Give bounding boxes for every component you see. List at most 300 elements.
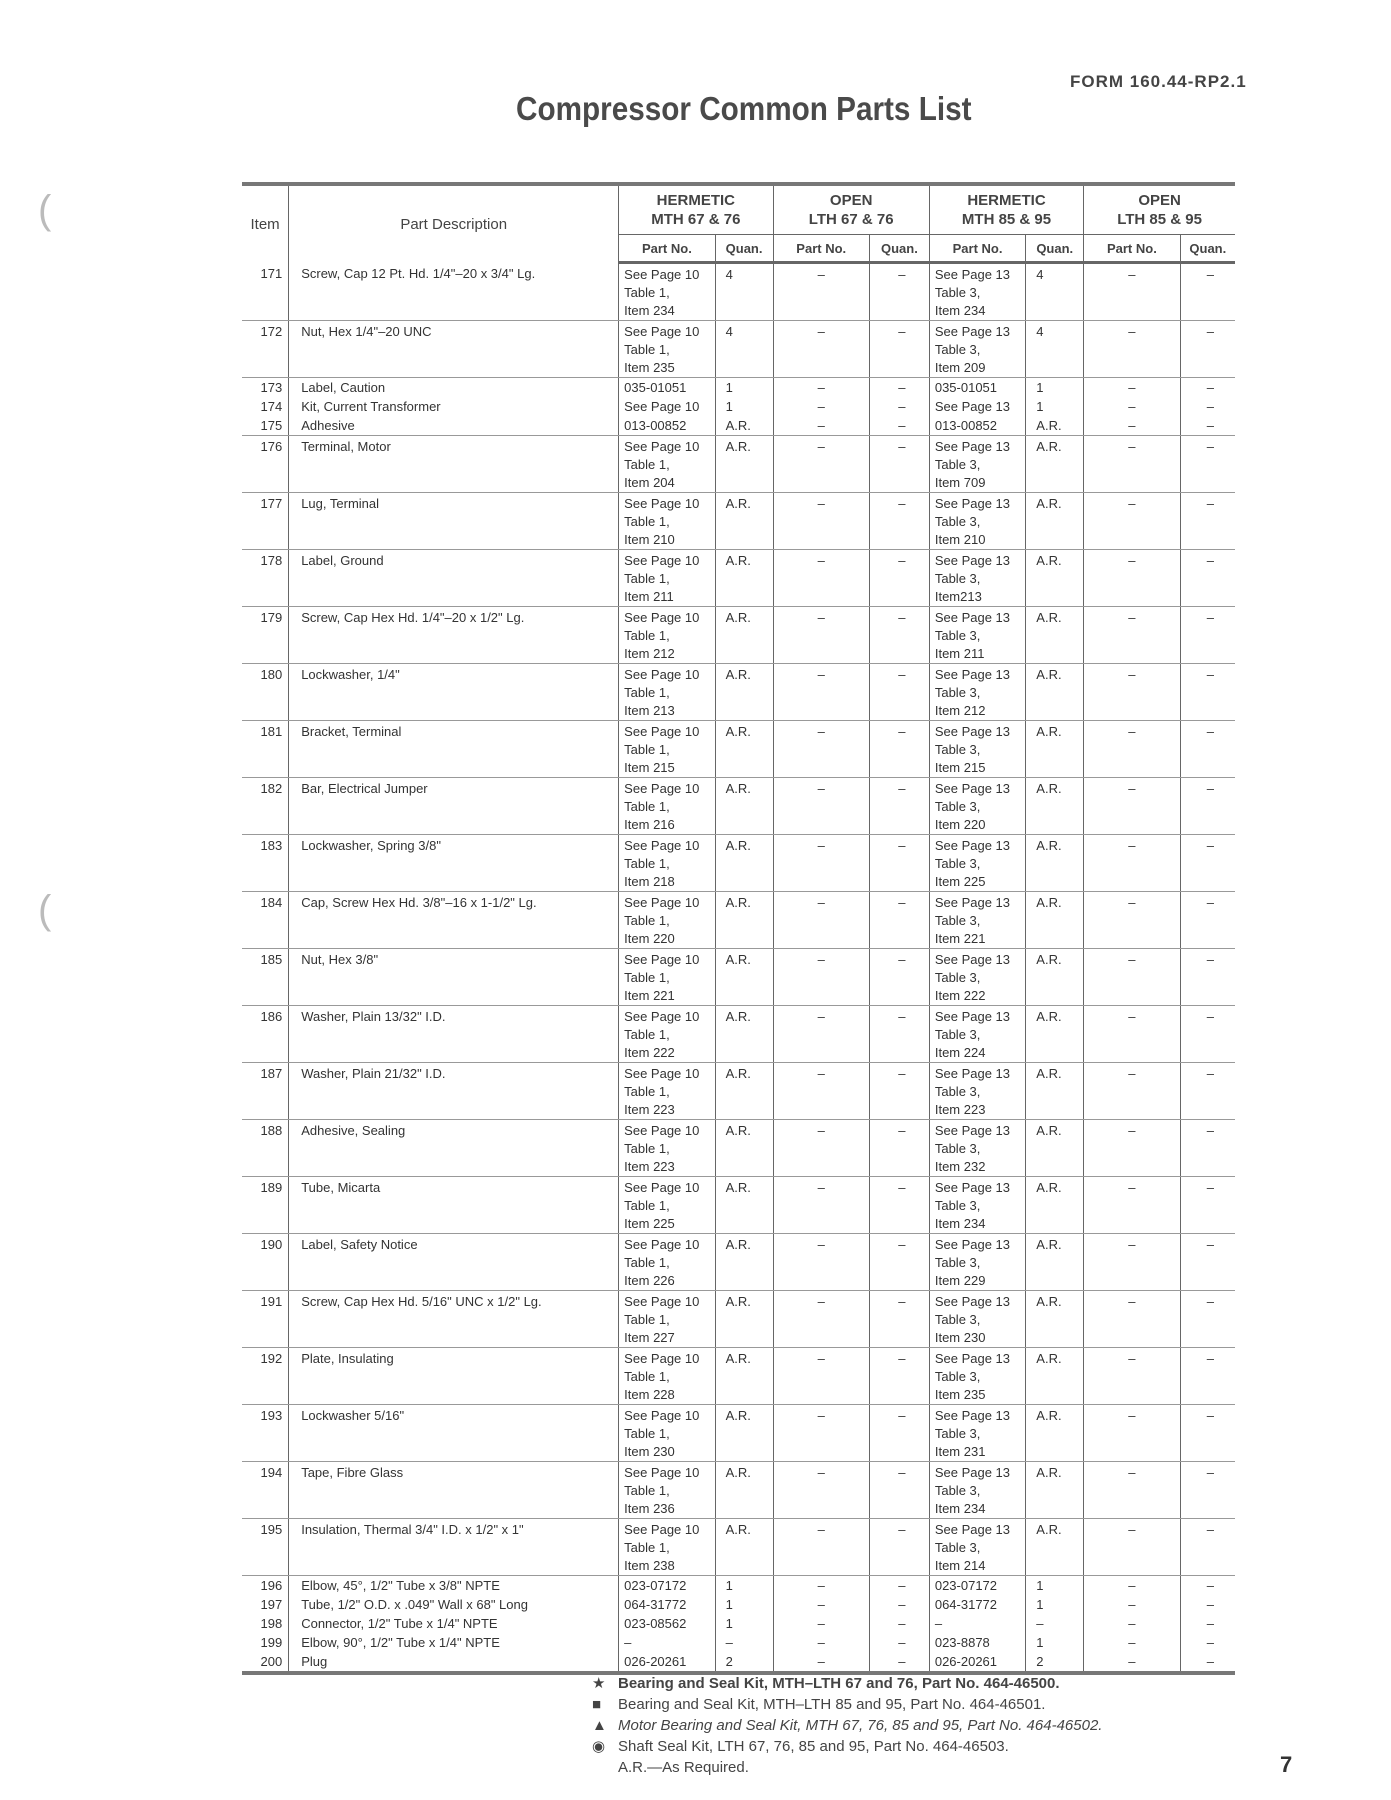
quantity: –: [869, 1291, 929, 1348]
part-number: –: [773, 1462, 869, 1519]
quantity: –: [869, 664, 929, 721]
quantity: –: [1180, 493, 1235, 550]
quantity: 1: [1026, 397, 1084, 416]
item-number: 178: [242, 550, 289, 607]
quantity: A.R.: [715, 1348, 773, 1405]
footnote-text: Motor Bearing and Seal Kit, MTH 67, 76, 85 and 95, Part No. 464-46502.: [618, 1717, 1103, 1734]
quantity: 1: [1026, 1576, 1084, 1596]
item-number: 182: [242, 778, 289, 835]
quantity: –: [869, 1063, 929, 1120]
table-row: [242, 1006, 1235, 1063]
quantity: A.R.: [715, 1006, 773, 1063]
item-number: 200: [242, 1652, 289, 1673]
quantity: A.R.: [715, 436, 773, 493]
quantity: A.R.: [1026, 416, 1084, 436]
item-number: 180: [242, 664, 289, 721]
table-row: [242, 1063, 1235, 1120]
quantity: –: [1180, 263, 1235, 321]
quantity: A.R.: [1026, 949, 1084, 1006]
table-row: [242, 416, 1235, 436]
table-row: [242, 321, 1235, 378]
part-number: See Page 10 Table 1, Item 223: [619, 1063, 715, 1120]
part-number: –: [773, 1519, 869, 1576]
part-description: Elbow, 45°, 1/2" Tube x 3/8" NPTE: [289, 1576, 619, 1596]
quantity: A.R.: [715, 664, 773, 721]
part-number: –: [1084, 493, 1180, 550]
quantity: A.R.: [715, 1234, 773, 1291]
quantity: A.R.: [1026, 493, 1084, 550]
circle-dot-icon: ◉: [592, 1738, 606, 1755]
quan-header: Quan.: [715, 235, 773, 263]
page-number: 7: [1280, 1752, 1293, 1777]
part-number: See Page 13 Table 3, Item 209: [929, 321, 1025, 378]
footnotes: [592, 1673, 1102, 1778]
part-number: –: [773, 550, 869, 607]
part-number: –: [773, 263, 869, 321]
quantity: –: [1180, 1234, 1235, 1291]
table-row: [242, 436, 1235, 493]
quantity: –: [1180, 1348, 1235, 1405]
part-number: See Page 13 Table 3, Item 234: [929, 263, 1025, 321]
quantity: –: [1180, 1291, 1235, 1348]
part-description: Washer, Plain 13/32" I.D.: [289, 1006, 619, 1063]
part-description: Terminal, Motor: [289, 436, 619, 493]
item-number: 177: [242, 493, 289, 550]
form-number: FORM 160.44-RP2.1: [1070, 72, 1247, 91]
item-number: 184: [242, 892, 289, 949]
item-number: 195: [242, 1519, 289, 1576]
table-row: [242, 892, 1235, 949]
item-number: 191: [242, 1291, 289, 1348]
footnote-text: Bearing and Seal Kit, MTH–LTH 67 and 76, Part No. 464-46500.: [618, 1675, 1060, 1692]
group-header: OPEN LTH 85 & 95: [1084, 184, 1235, 235]
quantity: A.R.: [1026, 721, 1084, 778]
quantity: A.R.: [715, 1120, 773, 1177]
quantity: –: [1180, 1462, 1235, 1519]
part-number: –: [773, 1348, 869, 1405]
part-number: –: [773, 1614, 869, 1633]
part-number: –: [1084, 664, 1180, 721]
part-description: Plate, Insulating: [289, 1348, 619, 1405]
part-number: –: [1084, 835, 1180, 892]
quantity: –: [869, 835, 929, 892]
part-number: See Page 10 Table 1, Item 221: [619, 949, 715, 1006]
quan-header: Quan.: [1180, 235, 1235, 263]
binder-hole-mark: (: [38, 888, 52, 932]
quantity: 4: [715, 263, 773, 321]
page-title: Compressor Common Parts List: [516, 90, 972, 127]
part-number: See Page 10 Table 1, Item 220: [619, 892, 715, 949]
quantity: –: [1180, 397, 1235, 416]
triangle-icon: ▲: [592, 1717, 607, 1734]
part-description: Elbow, 90°, 1/2" Tube x 1/4" NPTE: [289, 1633, 619, 1652]
quantity: 1: [1026, 1595, 1084, 1614]
part-number: 013-00852: [929, 416, 1025, 436]
part-number: –: [1084, 1633, 1180, 1652]
quantity: A.R.: [1026, 436, 1084, 493]
item-number: 179: [242, 607, 289, 664]
quantity: A.R.: [1026, 1291, 1084, 1348]
quantity: –: [715, 1633, 773, 1652]
quantity: –: [1180, 1177, 1235, 1234]
quantity: A.R.: [715, 607, 773, 664]
part-number: –: [773, 1063, 869, 1120]
quantity: –: [869, 1234, 929, 1291]
part-number: –: [1084, 1063, 1180, 1120]
item-number: 199: [260, 1635, 283, 1650]
parts-table: [242, 182, 1235, 1675]
part-no-header: Part No.: [619, 235, 715, 263]
part-number: –: [1084, 607, 1180, 664]
quantity: –: [1180, 607, 1235, 664]
part-number: See Page 13 Table 3, Item 212: [929, 664, 1025, 721]
quantity: –: [1180, 1576, 1235, 1596]
part-description: Lockwasher 5/16": [289, 1405, 619, 1462]
quantity: A.R.: [715, 1405, 773, 1462]
part-number: –: [1084, 949, 1180, 1006]
quantity: 1: [715, 397, 773, 416]
item-number: 171: [242, 263, 289, 321]
part-number: See Page 13 Table 3, Item 214: [929, 1519, 1025, 1576]
item-number: 194: [242, 1462, 289, 1519]
part-number: See Page 10 Table 1, Item 218: [619, 835, 715, 892]
part-description: Connector, 1/2" Tube x 1/4" NPTE: [289, 1614, 619, 1633]
part-number: See Page 13 Table 3, Item 210: [929, 493, 1025, 550]
part-description: Tube, Micarta: [289, 1177, 619, 1234]
table-row: [242, 1348, 1235, 1405]
part-number: –: [1084, 397, 1180, 416]
part-number: See Page 13 Table 3, Item 220: [929, 778, 1025, 835]
quantity: A.R.: [1026, 607, 1084, 664]
part-number: –: [1084, 378, 1180, 398]
part-number: –: [1084, 1652, 1180, 1673]
binder-hole-mark: (: [38, 188, 52, 232]
item-number: 189: [242, 1177, 289, 1234]
item-number: 188: [242, 1120, 289, 1177]
part-description: Nut, Hex 1/4"–20 UNC: [289, 321, 619, 378]
table-row: [242, 1576, 1235, 1596]
part-number: –: [773, 1576, 869, 1596]
part-number: –: [773, 493, 869, 550]
quantity: –: [869, 1405, 929, 1462]
part-description: Nut, Hex 3/8": [289, 949, 619, 1006]
part-number: 023-07172: [929, 1576, 1025, 1596]
quantity: –: [869, 1576, 929, 1596]
quantity: A.R.: [715, 949, 773, 1006]
part-no-header: Part No.: [1084, 235, 1180, 263]
quantity: –: [869, 493, 929, 550]
part-number: 035-01051: [619, 378, 715, 398]
quantity: –: [869, 1177, 929, 1234]
quantity: –: [1180, 1633, 1235, 1652]
item-number: 176: [242, 436, 289, 493]
part-number: See Page 13 Table 3, Item 222: [929, 949, 1025, 1006]
quantity: –: [1180, 835, 1235, 892]
part-number: –: [1084, 1234, 1180, 1291]
quantity: A.R.: [1026, 1006, 1084, 1063]
quantity: –: [869, 1120, 929, 1177]
part-number: See Page 10 Table 1, Item 212: [619, 607, 715, 664]
quantity: A.R.: [1026, 1462, 1084, 1519]
table-row: [242, 1652, 1235, 1673]
part-number: –: [1084, 1519, 1180, 1576]
part-number: See Page 10 Table 1, Item 226: [619, 1234, 715, 1291]
table-row: [242, 378, 1235, 398]
quantity: –: [869, 1519, 929, 1576]
part-number: See Page 13 Table 3, Item 230: [929, 1291, 1025, 1348]
part-number: –: [773, 1405, 869, 1462]
footnote: [592, 1736, 1102, 1757]
part-number: See Page 10 Table 1, Item 204: [619, 436, 715, 493]
part-number: –: [773, 607, 869, 664]
part-number: 035-01051: [929, 378, 1025, 398]
quantity: A.R.: [1026, 1177, 1084, 1234]
quantity: –: [869, 263, 929, 321]
table-row: [242, 397, 1235, 416]
part-number: –: [773, 416, 869, 436]
part-description: Tape, Fibre Glass: [289, 1462, 619, 1519]
square-icon: ■: [592, 1696, 602, 1713]
table-row: [242, 949, 1235, 1006]
quantity: –: [869, 1614, 929, 1633]
quantity: A.R.: [715, 550, 773, 607]
quantity: 4: [715, 321, 773, 378]
part-description: Washer, Plain 21/32" I.D.: [289, 1063, 619, 1120]
part-no-header: Part No.: [929, 235, 1025, 263]
footnote-list: [592, 1673, 1102, 1757]
part-number: 064-31772: [929, 1595, 1025, 1614]
part-number: –: [1084, 1291, 1180, 1348]
quan-header: Quan.: [869, 235, 929, 263]
part-number: See Page 13 Table 3, Item 224: [929, 1006, 1025, 1063]
quantity: –: [1180, 892, 1235, 949]
quantity: –: [1180, 416, 1235, 436]
part-description: Tube, 1/2" O.D. x .049" Wall x 68" Long: [289, 1595, 619, 1614]
part-number: –: [619, 1633, 715, 1652]
quantity: –: [1180, 721, 1235, 778]
parts-table-body: [242, 263, 1235, 1674]
table-row: [242, 607, 1235, 664]
table-row: [242, 1291, 1235, 1348]
part-number: –: [1084, 321, 1180, 378]
table-row: [242, 493, 1235, 550]
quantity: –: [1180, 321, 1235, 378]
quantity: –: [869, 436, 929, 493]
quantity: –: [1180, 949, 1235, 1006]
part-number: See Page 13 Table 3, Item 221: [929, 892, 1025, 949]
quantity: A.R.: [1026, 550, 1084, 607]
part-number: See Page 13 Table 3, Item 235: [929, 1348, 1025, 1405]
part-description: Adhesive: [289, 416, 619, 436]
item-number: 193: [242, 1405, 289, 1462]
table-row: [242, 1614, 1235, 1633]
part-number: See Page 10 Table 1, Item 213: [619, 664, 715, 721]
item-number: 181: [242, 721, 289, 778]
table-row: [242, 721, 1235, 778]
part-number: See Page 13 Table 3, Item 231: [929, 1405, 1025, 1462]
part-number: See Page 10 Table 1, Item 215: [619, 721, 715, 778]
quantity: –: [869, 1652, 929, 1673]
table-row: [242, 1405, 1235, 1462]
part-number: See Page 13 Table 3, Item 223: [929, 1063, 1025, 1120]
footnote-text: Bearing and Seal Kit, MTH–LTH 85 and 95, Part No. 464-46501.: [618, 1696, 1046, 1713]
part-description: Bar, Electrical Jumper: [289, 778, 619, 835]
quantity: 1: [715, 1614, 773, 1633]
quantity: –: [869, 321, 929, 378]
quantity: –: [1180, 550, 1235, 607]
quantity: –: [869, 1462, 929, 1519]
table-row: [242, 778, 1235, 835]
table-row: [242, 550, 1235, 607]
quantity: A.R.: [1026, 835, 1084, 892]
quantity: –: [1180, 1652, 1235, 1673]
quantity: A.R.: [715, 721, 773, 778]
quantity: A.R.: [1026, 1234, 1084, 1291]
part-description: Lug, Terminal: [289, 493, 619, 550]
quantity: –: [869, 1633, 929, 1652]
part-number: –: [773, 1652, 869, 1673]
quantity: A.R.: [1026, 892, 1084, 949]
table-row: [242, 1633, 1235, 1652]
part-number: –: [773, 1633, 869, 1652]
part-number: –: [773, 1595, 869, 1614]
part-number: –: [773, 378, 869, 398]
item-number: 172: [242, 321, 289, 378]
table-row: [242, 664, 1235, 721]
quantity: 4: [1026, 321, 1084, 378]
quantity: A.R.: [1026, 1405, 1084, 1462]
part-number: –: [1084, 1177, 1180, 1234]
part-number: –: [1084, 1006, 1180, 1063]
item-number: 186: [242, 1006, 289, 1063]
part-number: See Page 10 Table 1, Item 238: [619, 1519, 715, 1576]
part-number: 023-08562: [619, 1614, 715, 1633]
quantity: –: [1180, 778, 1235, 835]
part-number: –: [1084, 778, 1180, 835]
quantity: A.R.: [1026, 1519, 1084, 1576]
quantity: –: [869, 378, 929, 398]
part-number: –: [929, 1614, 1025, 1633]
part-number: –: [773, 778, 869, 835]
quantity: A.R.: [1026, 778, 1084, 835]
part-number: See Page 10 Table 1, Item 235: [619, 321, 715, 378]
part-description: Screw, Cap Hex Hd. 1/4"–20 x 1/2" Lg.: [289, 607, 619, 664]
quantity: 1: [715, 1576, 773, 1596]
quantity: –: [869, 607, 929, 664]
part-number: –: [773, 321, 869, 378]
part-number: –: [1084, 892, 1180, 949]
part-number: See Page 10 Table 1, Item 228: [619, 1348, 715, 1405]
part-number: 023-07172: [619, 1576, 715, 1596]
part-description: Adhesive, Sealing: [289, 1120, 619, 1177]
part-number: –: [1084, 1576, 1180, 1596]
quantity: A.R.: [715, 1291, 773, 1348]
table-row: [242, 263, 1235, 321]
quantity: –: [869, 1595, 929, 1614]
table-row: [242, 1595, 1235, 1614]
quantity: –: [869, 778, 929, 835]
part-number: –: [773, 1120, 869, 1177]
quantity: –: [1180, 664, 1235, 721]
part-description: Plug: [289, 1652, 619, 1673]
quantity: –: [869, 1006, 929, 1063]
footnote-as-required: A.R.—As Required.: [618, 1759, 749, 1776]
part-number: 013-00852: [619, 416, 715, 436]
quantity: –: [1180, 378, 1235, 398]
quantity: 1: [715, 378, 773, 398]
table-row: [242, 1177, 1235, 1234]
part-number: See Page 10 Table 1, Item 236: [619, 1462, 715, 1519]
quan-header: Quan.: [1026, 235, 1084, 263]
quantity: 2: [1026, 1652, 1084, 1673]
quantity: A.R.: [1026, 1348, 1084, 1405]
table-row: [242, 1462, 1235, 1519]
part-number: –: [1084, 1120, 1180, 1177]
quantity: –: [1180, 1006, 1235, 1063]
part-description: Screw, Cap Hex Hd. 5/16" UNC x 1/2" Lg.: [289, 1291, 619, 1348]
part-number: –: [773, 397, 869, 416]
quantity: A.R.: [715, 892, 773, 949]
part-number: See Page 13 Table 3, Item 232: [929, 1120, 1025, 1177]
part-number: –: [1084, 416, 1180, 436]
quantity: 1: [1026, 1633, 1084, 1652]
quantity: 1: [715, 1595, 773, 1614]
part-number: –: [773, 949, 869, 1006]
part-description: Kit, Current Transformer: [289, 397, 619, 416]
quantity: –: [869, 949, 929, 1006]
table-row: [242, 1519, 1235, 1576]
part-number: 026-20261: [929, 1652, 1025, 1673]
part-description: Bracket, Terminal: [289, 721, 619, 778]
table-row: [242, 1234, 1235, 1291]
item-number: 192: [242, 1348, 289, 1405]
quantity: A.R.: [715, 835, 773, 892]
part-number: See Page 10 Table 1, Item 210: [619, 493, 715, 550]
quantity: –: [869, 892, 929, 949]
quantity: A.R.: [715, 493, 773, 550]
part-number: 023-8878: [929, 1633, 1025, 1652]
part-number: See Page 13 Table 3, Item 225: [929, 835, 1025, 892]
quantity: –: [1180, 1063, 1235, 1120]
part-number: –: [1084, 263, 1180, 321]
quantity: –: [869, 721, 929, 778]
table-row: [242, 1120, 1235, 1177]
part-number: –: [773, 892, 869, 949]
part-description: Label, Safety Notice: [289, 1234, 619, 1291]
part-description: Lockwasher, Spring 3/8": [289, 835, 619, 892]
part-number: See Page 10 Table 1, Item 234: [619, 263, 715, 321]
item-number: 190: [242, 1234, 289, 1291]
quantity: 2: [715, 1652, 773, 1673]
part-description: Lockwasher, 1/4": [289, 664, 619, 721]
quantity: A.R.: [1026, 664, 1084, 721]
part-number: –: [773, 1234, 869, 1291]
part-no-header: Part No.: [773, 235, 869, 263]
footnote-text: Shaft Seal Kit, LTH 67, 76, 85 and 95, Part No. 464-46503.: [618, 1738, 1009, 1755]
part-number: –: [773, 1291, 869, 1348]
quantity: –: [1180, 1519, 1235, 1576]
part-number: 026-20261: [619, 1652, 715, 1673]
part-number: See Page 10 Table 1, Item 216: [619, 778, 715, 835]
item-number: 175: [242, 416, 289, 436]
quantity: A.R.: [715, 1177, 773, 1234]
part-number: –: [1084, 721, 1180, 778]
part-number: See Page 10 Table 1, Item 230: [619, 1405, 715, 1462]
part-number: –: [1084, 550, 1180, 607]
part-number: –: [1084, 1595, 1180, 1614]
part-number: –: [1084, 1614, 1180, 1633]
quantity: –: [1026, 1614, 1084, 1633]
